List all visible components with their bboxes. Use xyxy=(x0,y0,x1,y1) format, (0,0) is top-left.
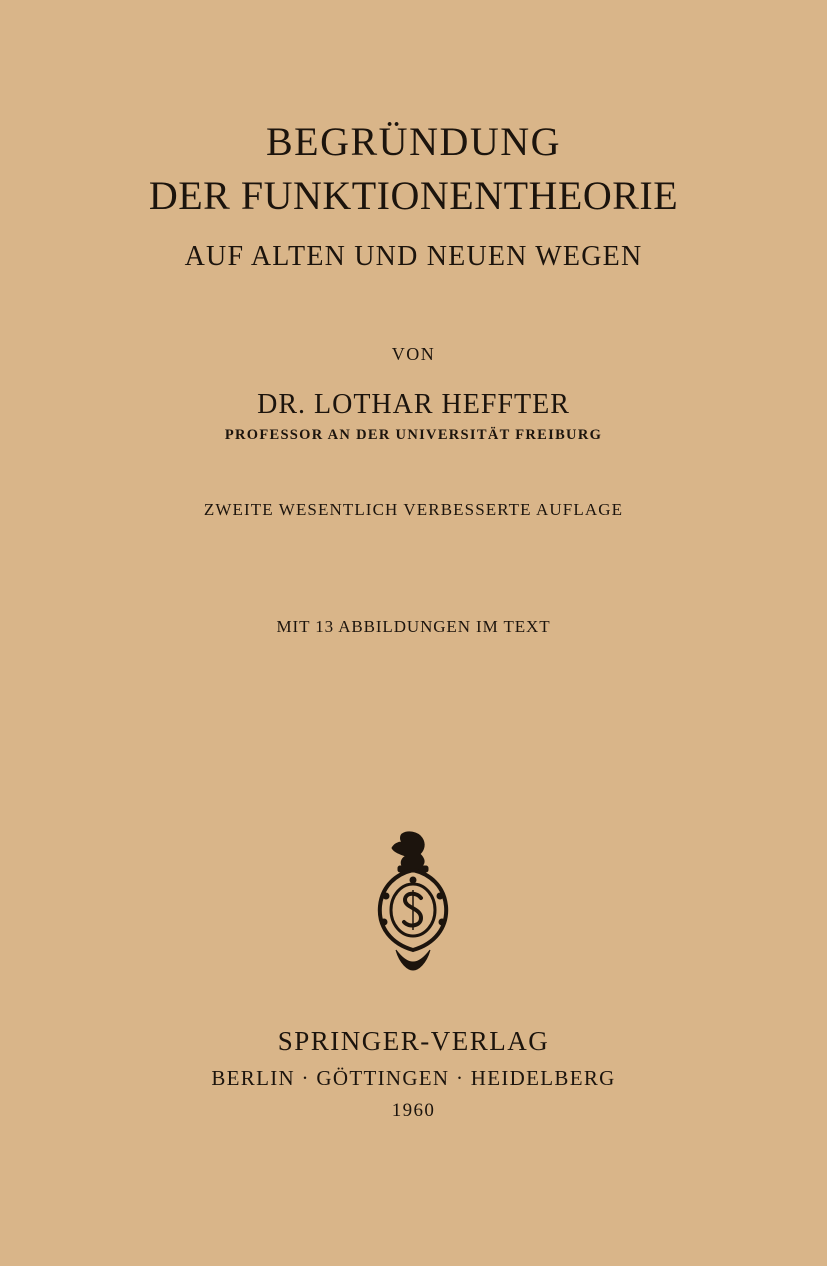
publisher-name: SPRINGER-VERLAG xyxy=(277,1026,550,1056)
author-name: DR. LOTHAR HEFFTER xyxy=(257,389,570,420)
springer-knight-emblem-icon xyxy=(372,830,454,972)
subtitle: AUF ALTEN UND NEUEN WEGEN xyxy=(184,241,643,272)
publisher-cities: BERLIN · GÖTTINGEN · HEIDELBERG xyxy=(211,1066,616,1090)
publication-year: 1960 xyxy=(391,1100,436,1121)
figures-note: MIT 13 ABBILDUNGEN IM TEXT xyxy=(276,617,551,636)
title-line-1: BEGRÜNDUNG xyxy=(266,119,561,164)
author-affiliation: PROFESSOR AN DER UNIVERSITÄT FREIBURG xyxy=(224,427,603,443)
edition-note: ZWEITE WESENTLICH VERBESSERTE AUFLAGE xyxy=(203,500,624,519)
title-line-2: DER FUNKTIONENTHEORIE xyxy=(148,173,679,218)
by-label: VON xyxy=(391,344,436,364)
